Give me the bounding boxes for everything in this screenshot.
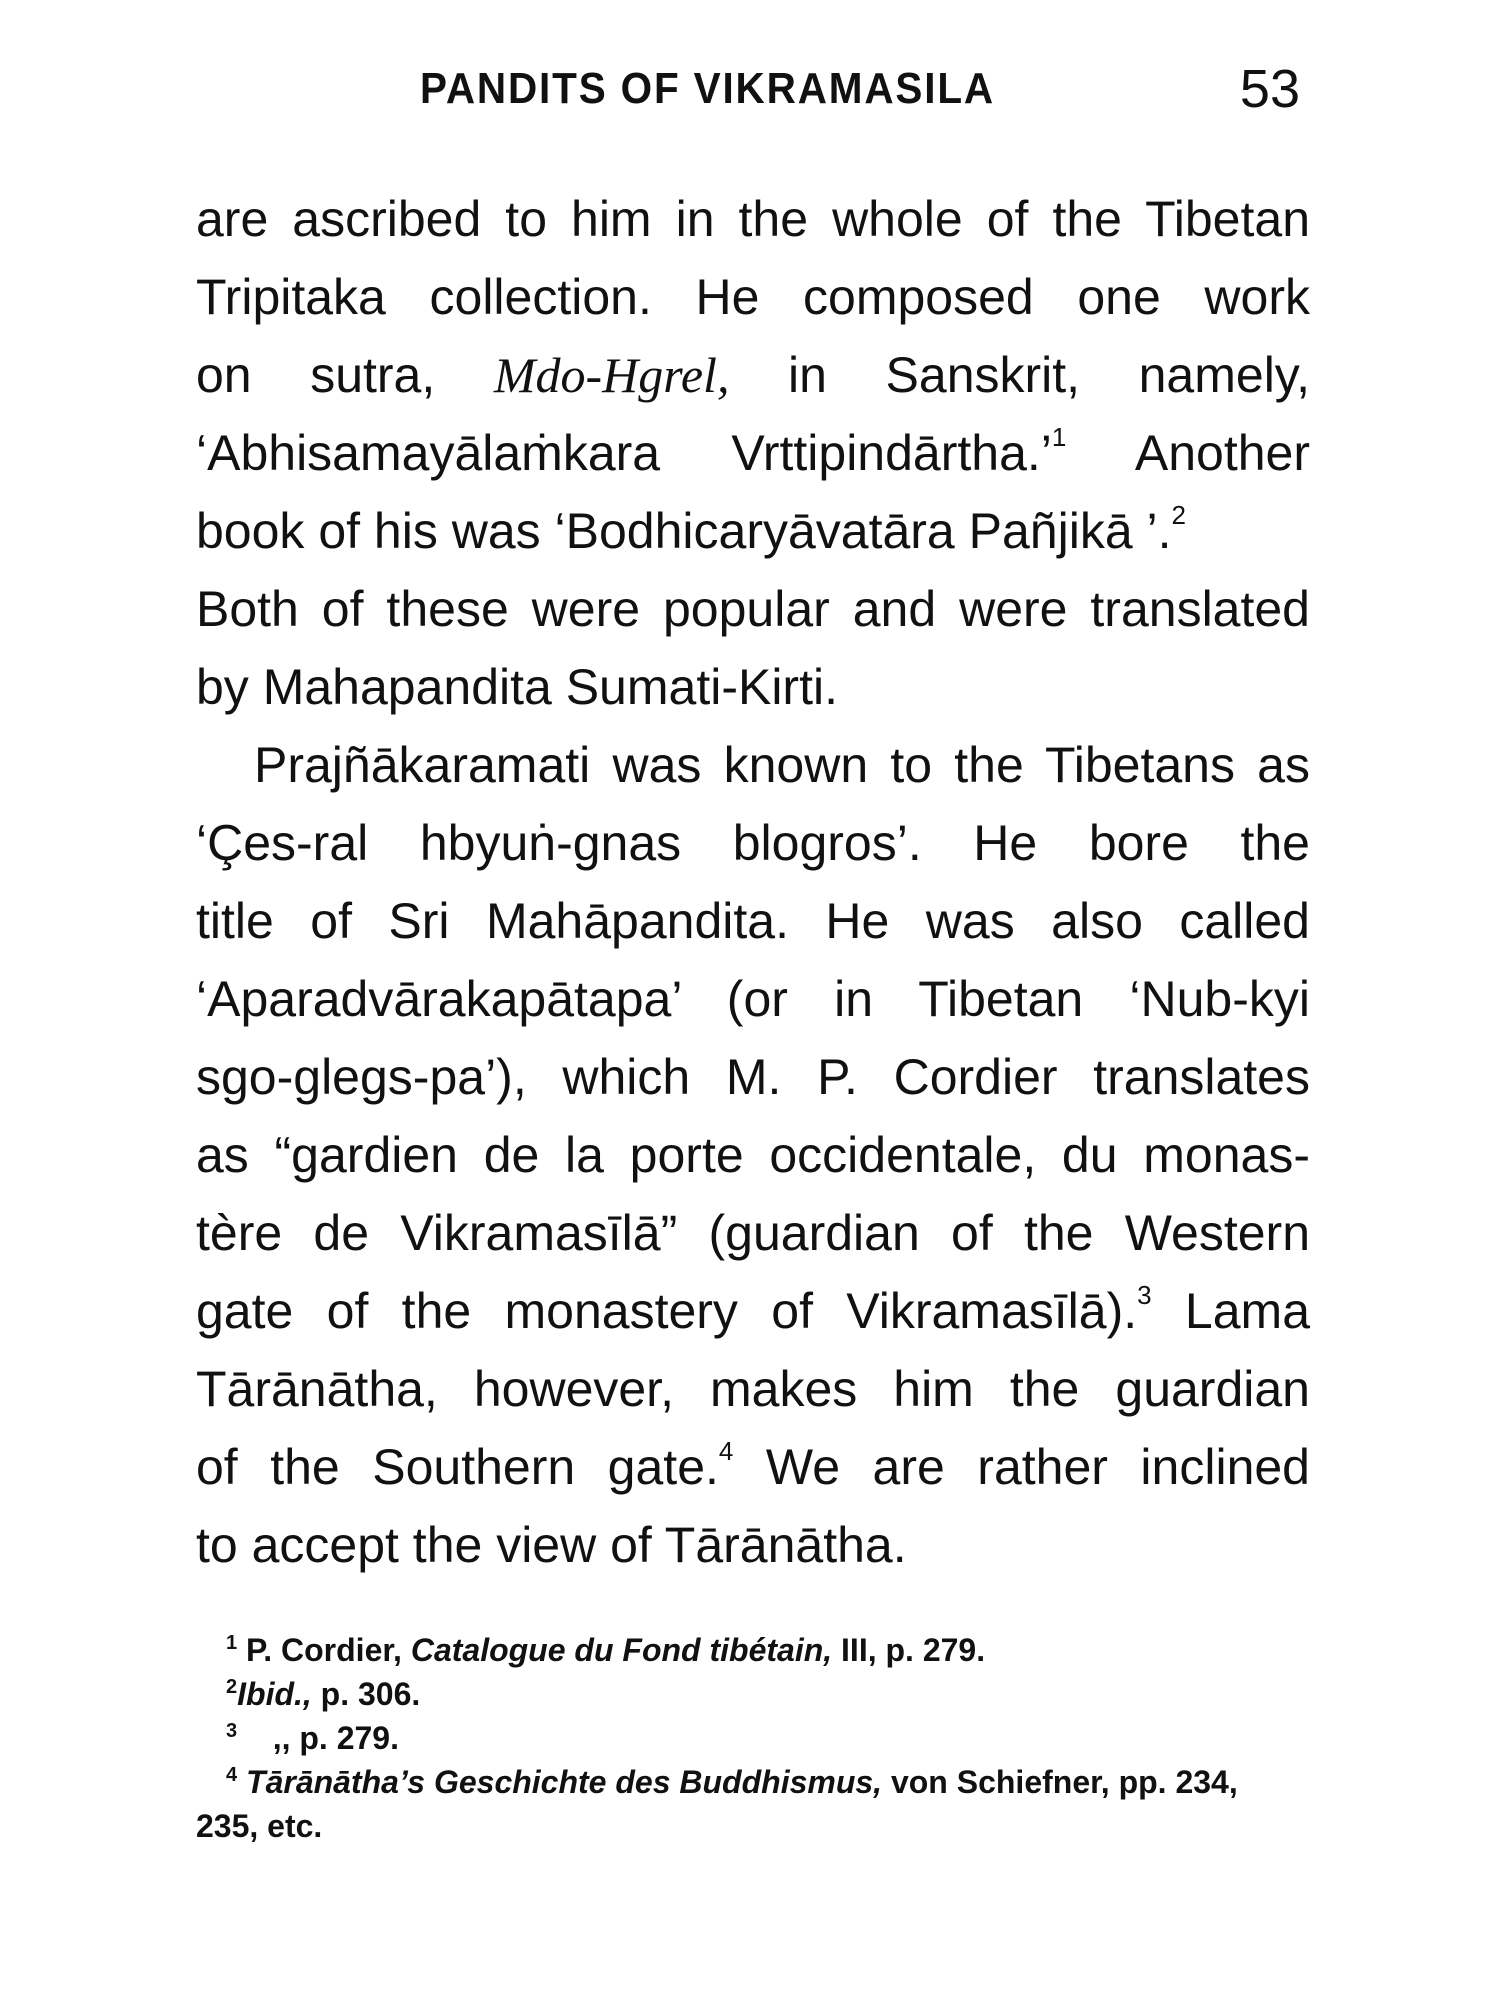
footnote-text: von Schiefner, pp. 234, (882, 1764, 1238, 1800)
footnote-ref: 4 (718, 1436, 734, 1466)
paragraph-1 (196, 180, 1310, 726)
footnote-title: Catalogue du Fond tibétain, (410, 1632, 833, 1668)
footnote-title: Tārānātha’s Geschichte des Buddhismus, (246, 1764, 883, 1800)
text-line: sgo-glegs-pa’), which M. P. Cordier translates (196, 1049, 1310, 1105)
footnote-mark: 3 (226, 1720, 238, 1742)
text-run: Another (1134, 425, 1310, 481)
text-run: on sutra, (196, 347, 436, 403)
footnote-mark: 1 (226, 1632, 238, 1654)
text-run: We are rather inclined (765, 1439, 1310, 1495)
text-line: by Mahapandita Sumati-Kirti. (196, 659, 838, 715)
footnote-title: Ibid., (237, 1676, 312, 1712)
text-run: Lama (1184, 1283, 1310, 1339)
text-line: tère de Vikramasīlā” (guardian of the Western (196, 1205, 1310, 1261)
footnote (196, 1672, 1310, 1716)
footnote-text: p. 306. (311, 1676, 421, 1712)
text-line: as “gardien de la porte occidentale, du monas- (196, 1127, 1310, 1183)
text-line: ‘Aparadvārakapātapa’ (or in Tibetan ‘Nub-kyi (196, 971, 1310, 1027)
body-text (196, 180, 1310, 1584)
text-line: Prajñākaramati was known to the Tibetans as (254, 737, 1310, 793)
footnotes (196, 1628, 1310, 1848)
italic-title: Mdo-Hgrel, (493, 347, 730, 403)
text-run: book of his was ‘Bodhicaryāvatāra Pañjikā ’. (196, 503, 1172, 559)
footnote (196, 1716, 1310, 1760)
text-line: ‘Çes-ral hbyuṅ-gnas blogros’. He bore the (196, 815, 1310, 871)
text-line: Tripitaka collection. He composed one work (196, 269, 1310, 325)
footnote-ref: 1 (1051, 422, 1067, 452)
text-run: gate of the monastery of Vikramasīlā). (196, 1283, 1138, 1339)
footnote-text: ,, p. 279. (272, 1720, 399, 1756)
footnote-ref: 2 (1171, 500, 1186, 530)
text-line (196, 492, 1310, 570)
text-line: Both of these were popular and were translated (196, 581, 1310, 637)
text-line (196, 336, 1310, 414)
text-line (196, 1428, 1310, 1506)
text-run: of the Southern gate. (196, 1439, 719, 1495)
text-run: ‘Abhisamayālaṁkara Vrttipindārtha.’ (196, 425, 1052, 481)
footnote (196, 1628, 1310, 1672)
footnote (196, 1760, 1310, 1804)
text-line: Tārānātha, however, makes him the guardian (196, 1361, 1310, 1417)
running-title: PANDITS OF VIKRAMASILA (420, 64, 995, 113)
footnote-mark: 4 (226, 1764, 238, 1786)
text-line (196, 1272, 1310, 1350)
footnote-ref: 3 (1137, 1280, 1152, 1310)
text-line: are ascribed to him in the whole of the Tibetan (196, 191, 1310, 247)
footnote-continuation: 235, etc. (196, 1808, 323, 1844)
paragraph-2 (196, 726, 1310, 1584)
footnote-text: III, p. 279. (832, 1632, 986, 1668)
text-line: title of Sri Mahāpandita. He was also called (196, 893, 1310, 949)
text-line: to accept the view of Tārānātha. (196, 1517, 907, 1573)
text-run: in Sanskrit, namely, (788, 347, 1310, 403)
page-number: 53 (1239, 59, 1300, 119)
footnote-text: P. Cordier, (246, 1632, 411, 1668)
text-line (196, 414, 1310, 492)
running-head (196, 58, 1306, 128)
footnote-mark: 2 (226, 1676, 238, 1698)
